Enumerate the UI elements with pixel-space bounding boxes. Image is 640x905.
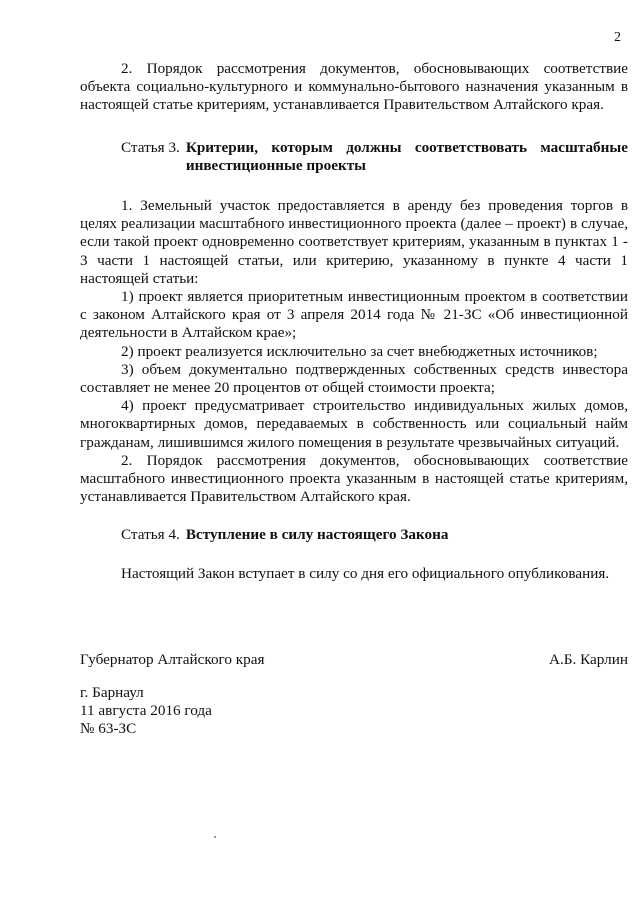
paragraph: 2. Порядок рассмотрения документов, обосновывающих соответствие объекта социально-культурного и коммунально-бытового назначения указанным в настоящей статье критериям, устанавливается Правительством Алтайского края. xyxy=(80,60,628,114)
list-item: 3) объем документально подтвержденных собственных средств инвестора составляет не менее 20 процентов от общей стоимости проекта; xyxy=(80,360,628,397)
document-body xyxy=(80,60,628,583)
signatory-name: А.Б. Карлин xyxy=(549,651,628,668)
article-4-heading xyxy=(80,526,628,544)
article-title: Критерии, которым должны соответствовать масштабные инвестиционные проекты xyxy=(185,138,628,174)
paragraph: 2. Порядок рассмотрения документов, обосновывающих соответствие масштабного инвестиционного проекта указанным в настоящей статье критериям, устанавливается Правительством Алтайского края. xyxy=(80,451,628,506)
paragraph: Настоящий Закон вступает в силу со дня его официального опубликования. xyxy=(121,564,610,582)
signature-block xyxy=(80,651,628,669)
list-item: 1) проект является приоритетным инвестиционным проектом в соответствии с законом Алтайского края от 3 апреля 2014 года № 21-ЗС «Об инвестиционной деятельности в Алтайском крае»; xyxy=(80,288,628,342)
signatory-title: Губернатор Алтайского края xyxy=(80,651,265,668)
law-number: № 63-ЗС xyxy=(80,720,137,737)
city: г. Барнаул xyxy=(80,684,144,701)
date: 11 августа 2016 года xyxy=(80,702,212,719)
article-number: Статья 4. xyxy=(121,526,180,544)
paragraph: 1. Земельный участок предоставляется в аренду без проведения торгов в целях реализации масштабного инвестиционного проекта (далее – проект) в случае, если такой проект одновременно соответствует критериям, указанным в пунктах 1 - 3 части 1 настоящей статьи, или критерию, указанному в пункте 4 части 1 настоящей статьи: xyxy=(80,197,628,287)
list-item: 4) проект предусматривает строительство индивидуальных жилых домов, многоквартирных домов, передаваемых в собственность или социальный найм гражданам, лишившимся жилого помещения в результате чрезвычайных ситуаций. xyxy=(80,397,628,451)
article-3-heading xyxy=(80,139,628,175)
speck xyxy=(214,836,216,838)
place-date-block xyxy=(80,684,212,738)
article-title: Вступление в силу настоящего Закона xyxy=(185,526,449,544)
list-item: 2) проект реализуется исключительно за счет внебюджетных источников; xyxy=(121,342,598,360)
page-number: 2 xyxy=(614,30,621,45)
article-number: Статья 3. xyxy=(121,138,180,156)
